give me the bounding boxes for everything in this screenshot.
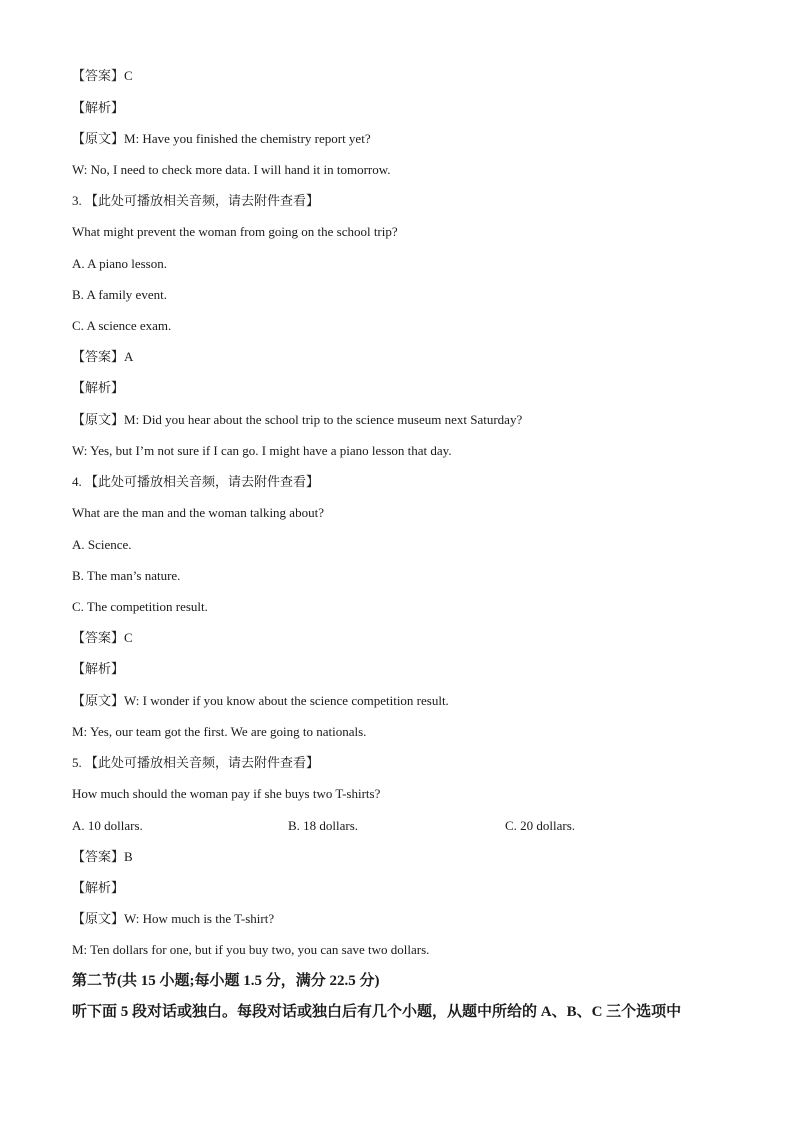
q2-answer xyxy=(72,68,133,84)
q3-option-b: B. A family event. xyxy=(72,287,167,302)
answer-value: C xyxy=(124,68,133,83)
q3-option-a: A. A piano lesson. xyxy=(72,256,167,271)
answer-label: 【答案】 xyxy=(72,849,125,864)
q5-option-b: B. 18 dollars. xyxy=(288,818,359,833)
q5-option-c: C. 20 dollars. xyxy=(505,818,576,833)
transcript-text: W: I wonder if you know about the science competition result. xyxy=(124,693,449,708)
q3-question: What might prevent the woman from going on the school trip? xyxy=(72,224,398,239)
q4-option-c: C. The competition result. xyxy=(72,599,208,614)
answer-label: 【答案】 xyxy=(72,68,125,83)
q3-answer xyxy=(72,349,133,365)
q3-transcript-line1 xyxy=(72,412,522,428)
q3-analysis-label: 【解析】 xyxy=(72,380,125,395)
q3-heading: 3. 【此处可播放相关音频，请去附件查看】 xyxy=(72,193,320,208)
q5-option-a: A. 10 dollars. xyxy=(72,818,143,833)
q2-transcript-line1 xyxy=(72,131,371,147)
q4-transcript-line1 xyxy=(72,693,449,709)
transcript-text: M: Have you finished the chemistry report yet? xyxy=(124,131,371,146)
q4-heading: 4. 【此处可播放相关音频，请去附件查看】 xyxy=(72,474,320,489)
transcript-label: 【原文】 xyxy=(72,911,125,926)
transcript-text: M: Did you hear about the school trip to the science museum next Saturday? xyxy=(124,412,523,427)
section2-title: 第二节(共 15 小题;每小题 1.5 分，满分 22.5 分) xyxy=(72,973,380,989)
q2-analysis-label: 【解析】 xyxy=(72,100,125,115)
q4-analysis-label: 【解析】 xyxy=(72,661,125,676)
answer-value: B xyxy=(124,849,133,864)
transcript-text: W: How much is the T-shirt? xyxy=(124,911,275,926)
answer-label: 【答案】 xyxy=(72,630,125,645)
q5-transcript-line2: M: Ten dollars for one, but if you buy two, you can save two dollars. xyxy=(72,942,430,957)
answer-label: 【答案】 xyxy=(72,349,125,364)
section2-instruction: 听下面 5 段对话或独白。每段对话或独白后有几个小题，从题中所给的 A、B、C 三个选项中 xyxy=(72,1004,682,1020)
q2-transcript-line2: W: No, I need to check more data. I will hand it in tomorrow. xyxy=(72,162,391,177)
q5-answer xyxy=(72,849,133,865)
q4-option-a: A. Science. xyxy=(72,537,132,552)
q4-question: What are the man and the woman talking about? xyxy=(72,505,324,520)
q4-answer xyxy=(72,630,133,646)
q3-transcript-line2: W: Yes, but I’m not sure if I can go. I might have a piano lesson that day. xyxy=(72,443,452,458)
q4-option-b: B. The man’s nature. xyxy=(72,568,181,583)
transcript-label: 【原文】 xyxy=(72,131,125,146)
q3-option-c: C. A science exam. xyxy=(72,318,172,333)
q5-heading: 5. 【此处可播放相关音频，请去附件查看】 xyxy=(72,755,320,770)
transcript-label: 【原文】 xyxy=(72,412,125,427)
q5-question: How much should the woman pay if she buys two T-shirts? xyxy=(72,786,381,801)
answer-value: C xyxy=(124,630,133,645)
transcript-label: 【原文】 xyxy=(72,693,125,708)
q5-transcript-line1 xyxy=(72,911,274,927)
q4-transcript-line2: M: Yes, our team got the first. We are going to nationals. xyxy=(72,724,367,739)
q5-analysis-label: 【解析】 xyxy=(72,880,125,895)
answer-value: A xyxy=(124,349,134,364)
